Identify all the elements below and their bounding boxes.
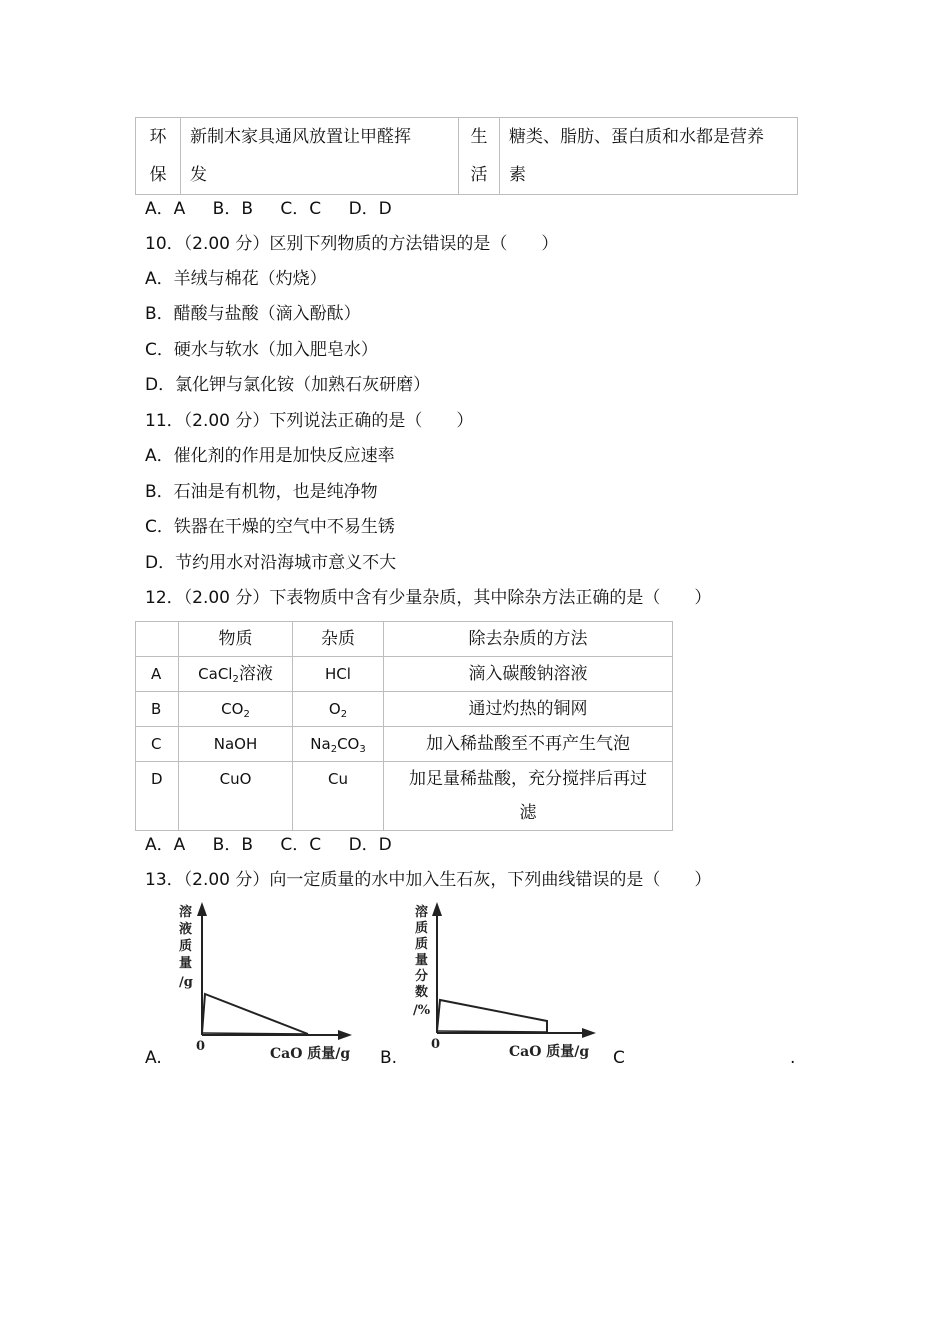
formula: HCl [325,665,351,683]
table-row [136,762,673,831]
header-cell-impurity: 杂质 [293,622,384,657]
x-axis-arrow [582,1028,596,1038]
formula-subscript: 2 [232,674,239,685]
impurity-cell: Cu [293,762,384,831]
q9-cell-text: 发 [190,165,207,185]
formula: O [328,700,341,718]
q9-cell-text: 环 [149,127,167,147]
y-label-char: 溶 [179,905,193,920]
x-axis-label: CaO 质量/g [270,1046,351,1062]
y-label-char: 质 [179,939,193,954]
q9-cell-text: 保 [149,165,167,185]
header-cell-substance: 物质 [179,622,293,657]
q12-stem: 12．（2.00 分）下表物质中含有少量杂质，其中除杂方法正确的是（ ） [145,588,712,608]
option-c[interactable]: C．C [280,835,322,855]
q10-option-b[interactable]: B．醋酸与盐酸（滴入酚酞） [145,304,361,324]
formula: CO [337,735,360,753]
y-label-char: 量 [179,956,193,971]
table-row [136,727,673,762]
formula-subscript: 2 [340,709,348,720]
y-label-char: 液 [179,922,193,937]
y-label-char: 质 [415,921,429,936]
curve-b-base [437,1031,547,1032]
origin-label: 0 [431,1037,441,1052]
q9-options [145,197,414,221]
q13-stem: 13．（2.00 分）向一定质量的水中加入生石灰，下列曲线错误的是（ ） [145,870,712,890]
row-label: A [136,657,179,692]
graph-c-label[interactable]: C [613,1048,625,1068]
graph-b-label[interactable]: B. [380,1048,398,1068]
q11-option-c[interactable]: C．铁器在干燥的空气中不易生锈 [145,517,395,537]
curve-b [437,1000,547,1033]
y-label-char: /g [179,975,193,990]
q12-table [135,621,673,831]
option-d[interactable]: D．D [348,199,392,219]
q9-table-cell-statement2 [500,118,798,195]
y-label-char: 溶 [415,905,429,920]
impurity-cell [293,657,384,692]
formula: Na [310,735,331,753]
x-axis-label: CaO 质量/g [509,1044,590,1060]
row-label: B [136,692,179,727]
formula-subscript: 3 [359,744,366,755]
substance-cell [179,657,293,692]
method-cell: 滴入碳酸钠溶液 [384,657,673,692]
table-header-row [136,622,673,657]
header-cell-method: 除去杂质的方法 [384,622,673,657]
graph-a [160,898,360,1070]
y-label-char: 分 [415,969,429,984]
q10-option-d[interactable]: D．氯化钾与氯化铵（加熟石灰研磨） [145,375,431,395]
q11-stem: 11．（2.00 分）下列说法正确的是（ ） [145,411,474,431]
graph-a-label[interactable]: A. [145,1048,162,1068]
q9-cell-text: 素 [509,165,526,185]
graph-b [395,898,605,1070]
q9-cell-text: 生 [470,127,488,147]
method-cell [384,762,673,831]
line-end-period: . [790,1048,796,1068]
y-label-char: 数 [415,985,429,1000]
q11-option-a[interactable]: A．催化剂的作用是加快反应速率 [145,446,395,466]
option-a[interactable]: A．A [145,199,186,219]
x-axis-arrow [338,1030,352,1040]
q9-cell-text: 新制木家具通风放置让甲醛挥 [190,127,411,147]
formula: CaCl [198,665,233,683]
q9-table [135,117,798,195]
y-axis-arrow [197,902,207,916]
q12-options [145,833,414,857]
formula-tail: 溶液 [238,664,273,684]
q9-table-cell-category1 [136,118,181,195]
header-cell-empty [136,622,179,657]
row-label: D [136,762,179,831]
row-label: C [136,727,179,762]
substance-cell: NaOH [179,727,293,762]
option-a[interactable]: A．A [145,835,186,855]
q10-stem: 10．（2.00 分）区别下列物质的方法错误的是（ ） [145,234,559,254]
table-row [136,657,673,692]
q9-cell-text: 糖类、脂肪、蛋白质和水都是营养 [509,127,764,147]
table-row [136,692,673,727]
y-label-char: /% [413,1003,431,1018]
substance-cell: CuO [179,762,293,831]
curve-a-base [202,1033,308,1034]
y-axis-arrow [432,902,442,916]
q10-option-a[interactable]: A．羊绒与棉花（灼烧） [145,269,327,289]
option-c[interactable]: C．C [280,199,322,219]
method-line: 加足量稀盐酸，充分搅拌后再过 [409,769,647,789]
method-cell: 加入稀盐酸至不再产生气泡 [384,727,673,762]
formula-subscript: 2 [243,709,250,720]
option-b[interactable]: B．B [212,199,253,219]
formula: CO [221,700,244,718]
q9-table-cell-statement1 [181,118,459,195]
y-label-char: 质 [415,937,429,952]
method-line: 滤 [519,803,537,823]
substance-cell [179,692,293,727]
y-label-char: 量 [415,953,429,968]
formula-subscript: 2 [330,744,338,755]
option-b[interactable]: B．B [212,835,253,855]
curve-a [202,994,308,1034]
origin-label: 0 [196,1039,206,1054]
impurity-cell [293,692,384,727]
q9-cell-text: 活 [470,165,488,185]
impurity-cell [293,727,384,762]
option-d[interactable]: D．D [348,835,392,855]
method-cell: 通过灼热的铜网 [384,692,673,727]
q9-table-cell-category2 [459,118,500,195]
q11-option-b[interactable]: B．石油是有机物，也是纯净物 [145,482,378,502]
q11-option-d[interactable]: D．节约用水对沿海城市意义不大 [145,553,397,573]
q10-option-c[interactable]: C．硬水与软水（加入肥皂水） [145,340,378,360]
